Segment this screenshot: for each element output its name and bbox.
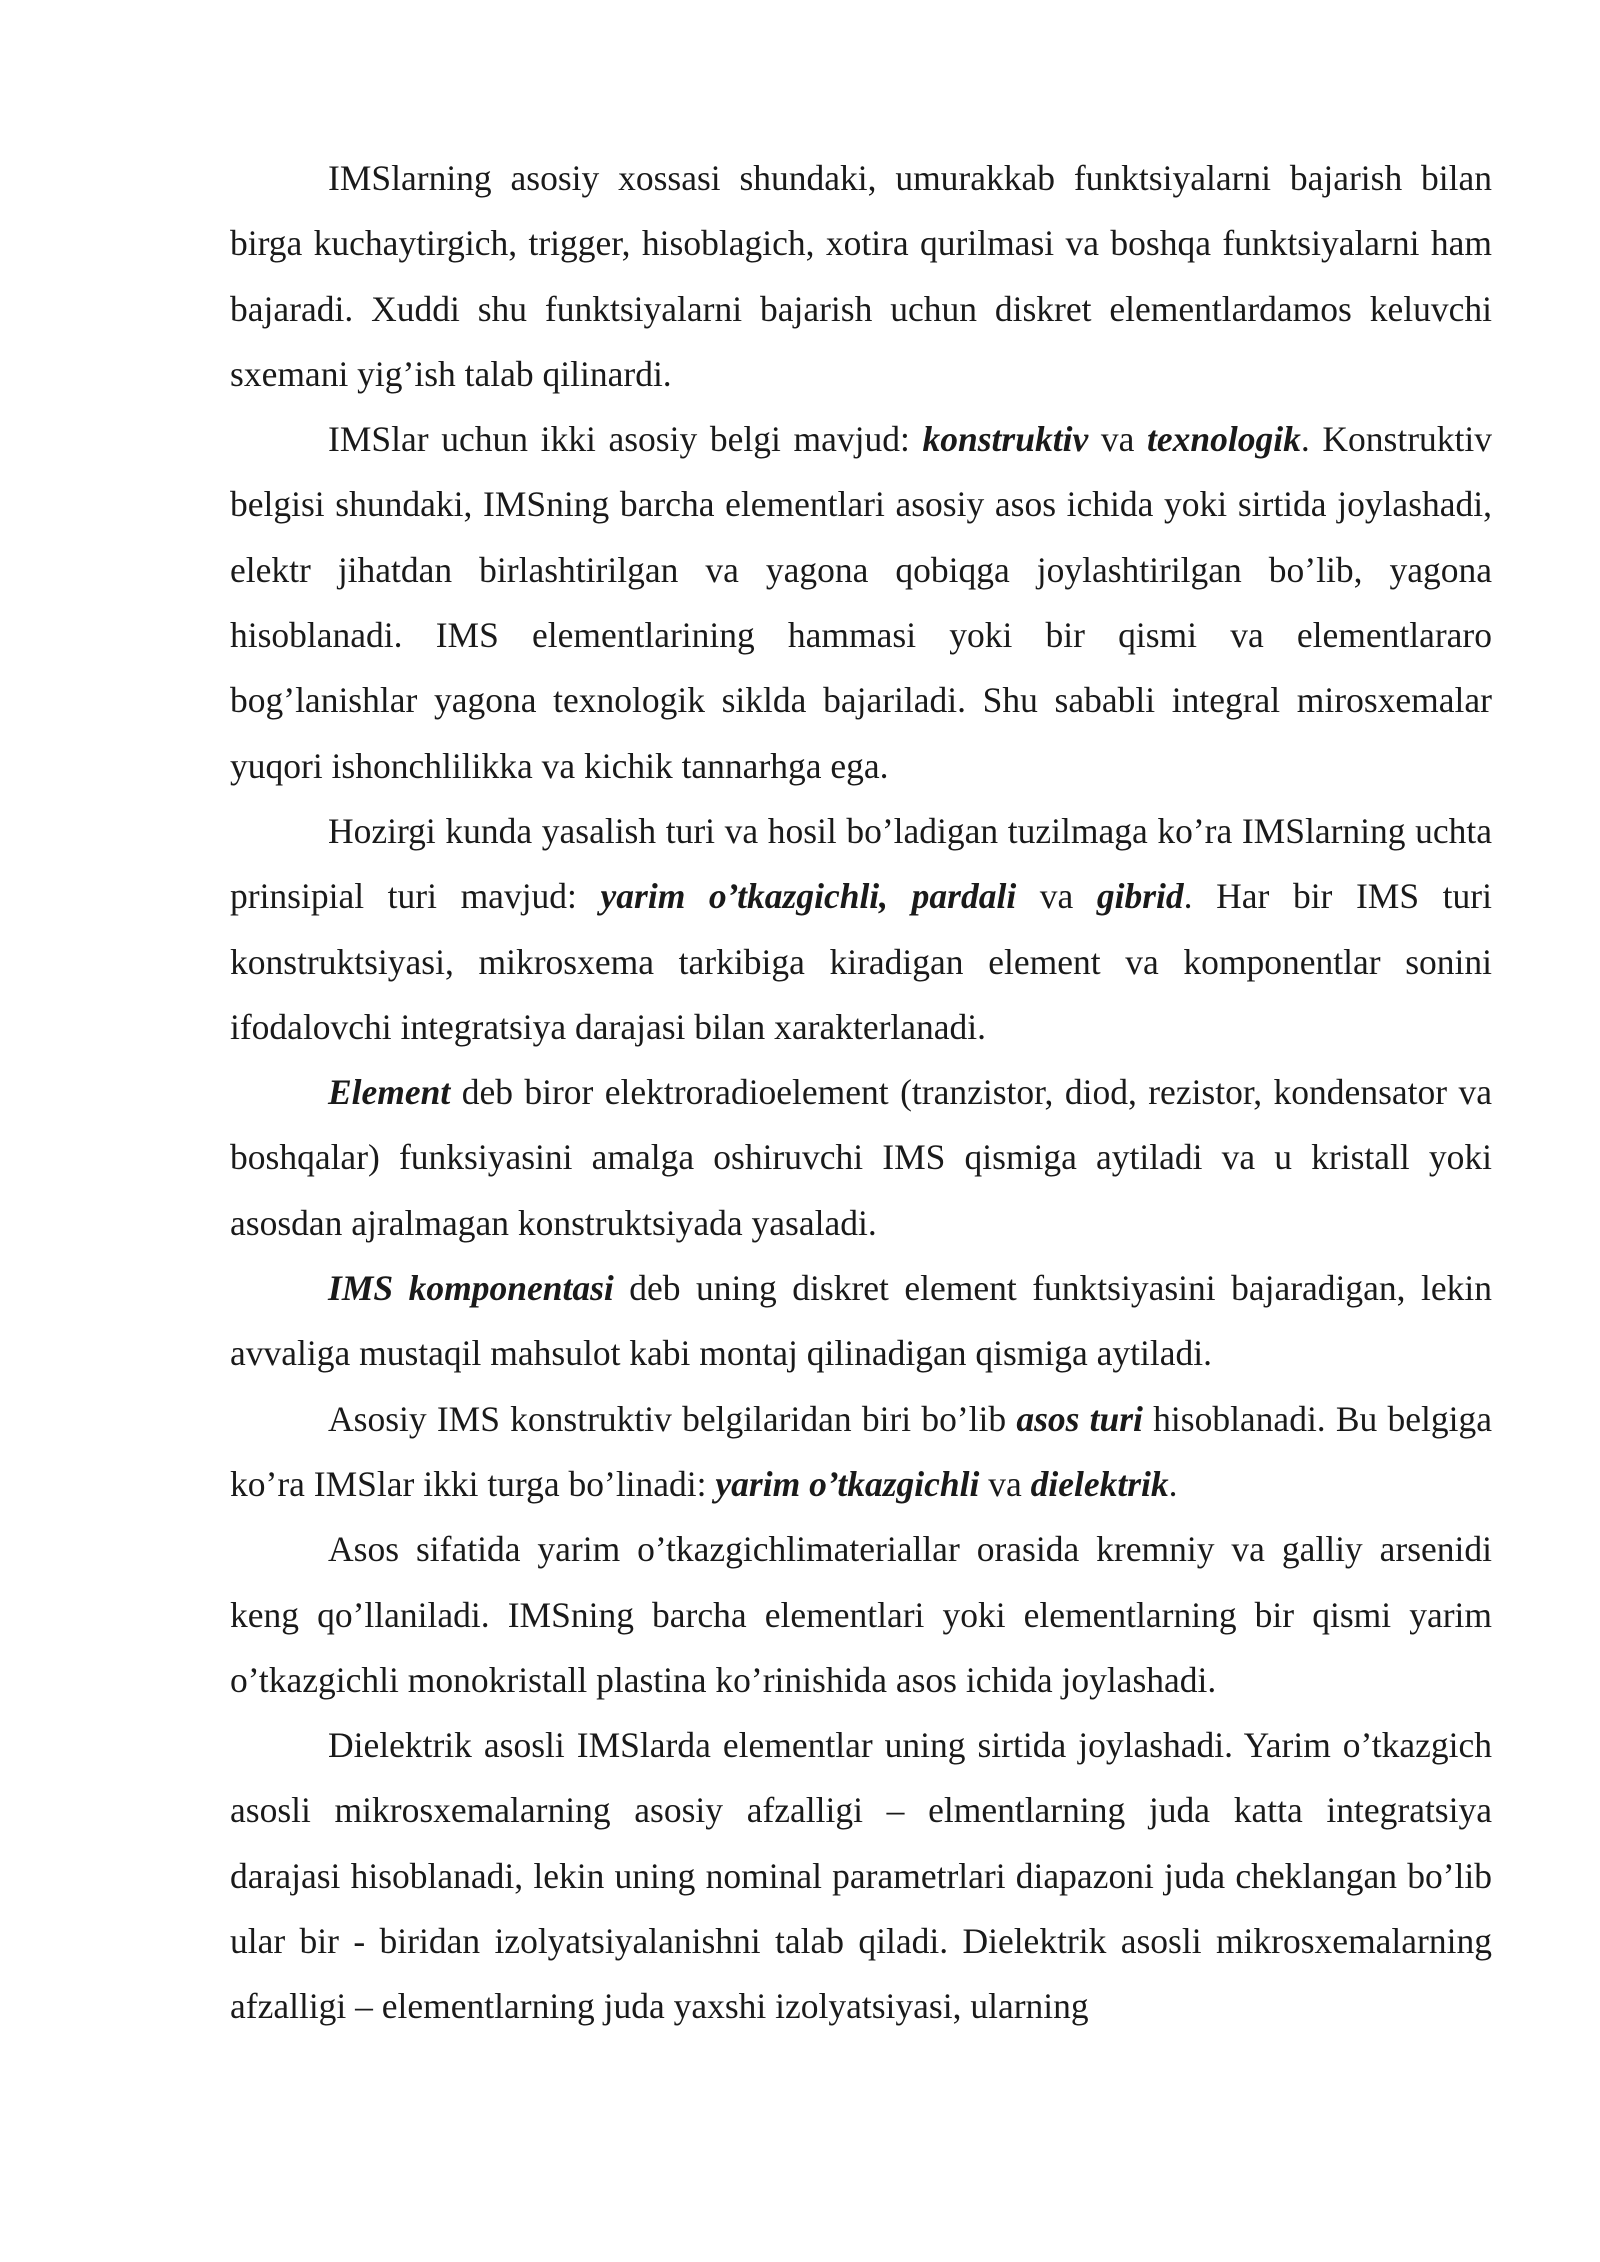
paragraph-5 xyxy=(230,1256,1492,1387)
paragraph-text: va xyxy=(1088,419,1148,460)
document-body xyxy=(230,146,1492,2040)
paragraph-text: Asosiy IMS konstruktiv belgilaridan biri bo’lib xyxy=(328,1398,1017,1439)
paragraph-text: IMSlarning asosiy xossasi shundaki, umurakkab funktsiyalarni bajarish bilan birga kuchaytirgich, trigger, hisoblagich, xotira qurilmasi va boshqa funktsiyalarni ham bajaradi. Xuddi shu funktsiyalarni bajarish uchun diskret elementlardamos keluvchi sxemani yig’ish talab qilinardi. xyxy=(230,158,1492,394)
paragraph-1 xyxy=(230,146,1492,407)
emphasis-term: asos turi xyxy=(1016,1398,1143,1439)
paragraph-6 xyxy=(230,1387,1492,1518)
paragraph-text: va xyxy=(979,1463,1031,1504)
paragraph-3 xyxy=(230,799,1492,1060)
emphasis-term: Element xyxy=(328,1072,451,1113)
paragraph-text: va xyxy=(1016,876,1097,917)
emphasis-term: IMS komponentasi xyxy=(328,1268,614,1309)
emphasis-term: konstruktiv xyxy=(922,419,1089,460)
emphasis-term: texnologik xyxy=(1147,419,1301,460)
paragraph-text: Dielektrik asosli IMSlarda elementlar uning sirtida joylashadi. Yarim o’tkazgich asosli mikrosxemalarning asosiy afzalligi – elmentlarning juda katta integratsiya darajasi hisoblanadi, lekin uning nominal parametrlari diapazoni juda cheklangan bo’lib ular bir - biridan izolyatsiyalanishni talab qiladi. Dielektrik asosli mikrosxemalarning afzalligi – elementlarning juda yaxshi izolyatsiyasi, ularning xyxy=(230,1725,1492,2027)
paragraph-text: IMSlar uchun ikki asosiy belgi mavjud: xyxy=(328,419,923,460)
paragraph-text: . Konstruktiv belgisi shundaki, IMSning barcha elementlari asosiy asos ichida yoki sirtida joylashadi, elektr jihatdan birlashtirilgan va yagona qobiqga joylashtirilgan bo’lib, yagona hisoblanadi. IMS elementlarining hammasi yoki bir qismi va elementlararo bog’lanishlar yagona texnologik siklda bajariladi. Shu sababli integral mirosxemalar yuqori ishonchlilikka va kichik tannarhga ega. xyxy=(230,419,1492,786)
paragraph-text: . xyxy=(1168,1463,1178,1504)
emphasis-term: dielektrik xyxy=(1030,1463,1169,1504)
paragraph-text: Asos sifatida yarim o’tkazgichlimateriallar orasida kremniy va galliy arsenidi keng qo’llaniladi. IMSning barcha elementlari yoki elementlarning bir qismi yarim o’tkazgichli monokristall plastina ko’rinishida asos ichida joylashadi. xyxy=(230,1529,1492,1700)
paragraph-text: . Har bir IMS turi konstruktsiyasi, mikrosxema tarkibiga kiradigan element va komponentlar sonini ifodalovchi integratsiya darajasi bilan xarakterlanadi. xyxy=(230,876,1492,1047)
paragraph-8 xyxy=(230,1713,1492,2039)
paragraph-4 xyxy=(230,1060,1492,1256)
paragraph-text: hisoblanadi. Bu belgiga ko’ra IMSlar ikki turga bo’linadi: xyxy=(230,1398,1492,1504)
paragraph-2 xyxy=(230,407,1492,799)
emphasis-term: yarim o’tkazgichli xyxy=(715,1463,980,1504)
paragraph-text: deb uning diskret element funktsiyasini bajaradigan, lekin avvaliga mustaqil mahsulot kabi montaj qilinadigan qismiga aytiladi. xyxy=(230,1268,1492,1374)
paragraph-text: Hozirgi kunda yasalish turi va hosil bo’ladigan tuzilmaga ko’ra IMSlarning uchta prinsipial turi mavjud: xyxy=(230,810,1492,917)
paragraph-7 xyxy=(230,1517,1492,1713)
emphasis-term: gibrid xyxy=(1096,876,1184,917)
emphasis-term: yarim o’tkazgichli, pardali xyxy=(600,876,1017,917)
paragraph-text: deb biror elektroradioelement (tranzistor, diod, rezistor, kondensator va boshqalar) funksiyasini amalga oshiruvchi IMS qismiga aytiladi va u kristall yoki asosdan ajralmagan konstruktsiyada yasaladi. xyxy=(230,1072,1492,1243)
